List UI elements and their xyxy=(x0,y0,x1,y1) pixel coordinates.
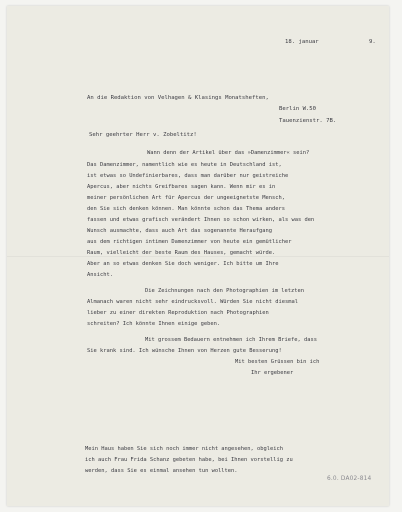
body-line: Ansicht. xyxy=(87,272,113,278)
body-line: ist etwas so Undefinierbares, dass man darüber nur geistreiche xyxy=(87,173,289,179)
address-line: Tauenzienstr. 7B. xyxy=(279,118,337,124)
body-line: Wann denn der Artikel über das »Damenzimmer« sein? xyxy=(147,150,310,156)
paper-fold xyxy=(7,256,389,257)
body-line: Mit grossem Bedauern entnehmen ich Ihrem Briefe, dass xyxy=(145,337,318,343)
postscript-line: Mein Haus haben Sie sich noch immer nicht angesehen, obgleich xyxy=(85,446,283,452)
body-line: aus dem richtigen intimen Damenzimmer von heute ein gemütlicher xyxy=(87,239,292,245)
body-line: fassen und etwas grafisch verändert Ihnen so schon wirken, als was den xyxy=(87,217,315,223)
body-line: den Sie sich denken können. Man könnte schon das Thema anders xyxy=(87,206,285,212)
body-line: Aber an so etwas denken Sie doch weniger. Ich bitte um Ihre xyxy=(87,261,279,267)
body-line: Raum, vielleicht der beste Raum des Hauses, gemacht würde. xyxy=(87,250,276,256)
body-line: Almanach waren nicht sehr eindrucksvoll. Würden Sie nicht diesmal xyxy=(87,299,298,305)
letter-date: 18. januar xyxy=(285,39,319,45)
address-line: Berlin W.50 xyxy=(279,106,317,112)
page-number: 9. xyxy=(369,39,376,45)
body-line: Sie krank sind. Ich wünsche Ihnen von Herzen gute Besserung! xyxy=(87,348,282,354)
body-line: Wunsch ausmachte, dass auch Art das sogenannte Heraufgang xyxy=(87,228,272,234)
postscript-line: werden, dass Sie es einmal ansehen tun wollten. xyxy=(85,468,238,474)
closing-line: Ihr ergebener xyxy=(251,370,294,376)
body-line: lieber zu einer direkten Reproduktion nach Photographien xyxy=(87,310,269,316)
salutation: Sehr geehrter Herr v. Zobeltitz! xyxy=(89,132,197,138)
address-line: An die Redaktion von Velhagen & Klasings Monatsheften, xyxy=(87,95,269,101)
postscript-line: ich auch Frau Frida Schanz gebeten habe, bei Ihnen vorstellig zu xyxy=(85,457,293,463)
body-line: Die Zeichnungen nach den Photographien im letzten xyxy=(145,288,305,294)
body-line: meiner persönlichen Art für Apercus der ungeeignetste Mensch, xyxy=(87,195,285,201)
letter-sheet xyxy=(7,6,389,506)
body-line: schreiten? Ich könnte Ihnen einige geben. xyxy=(87,321,221,327)
archive-mark: 6.0. DA02-814 xyxy=(327,476,372,482)
closing-line: Mit besten Grüssen bin ich xyxy=(235,359,320,365)
body-line: Das Damenzimmer, namentlich wie es heute in Deutschland ist, xyxy=(87,162,282,168)
body-line: Apercus, aber nichts Greifbares sagen kann. Wenn mir es in xyxy=(87,184,276,190)
